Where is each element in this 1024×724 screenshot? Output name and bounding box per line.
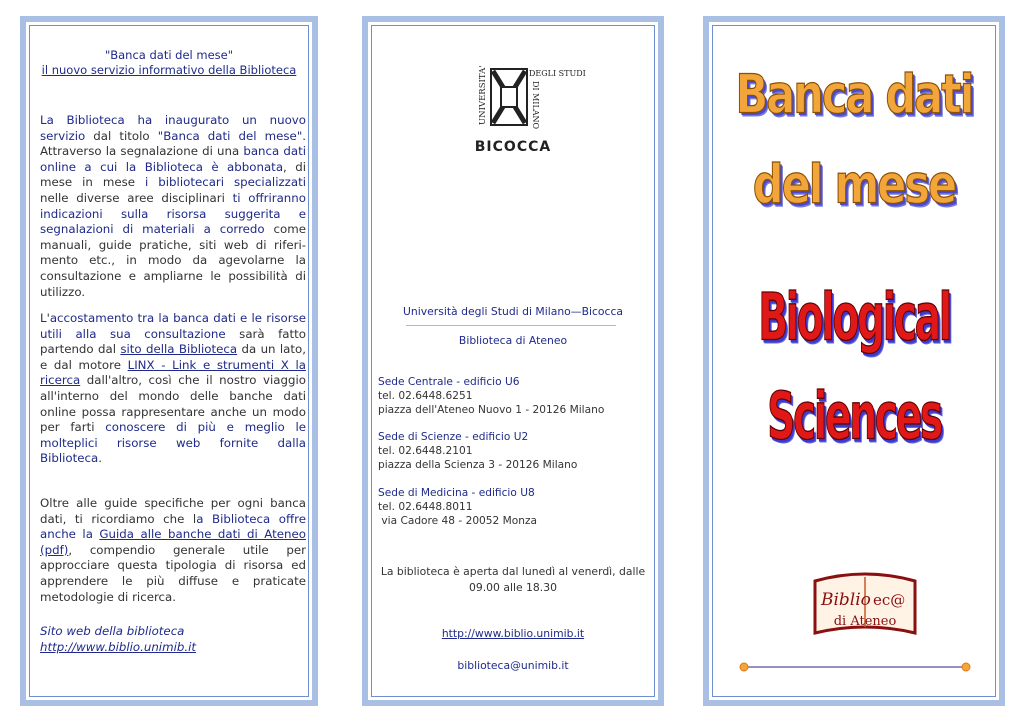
body-text: , compendio generale utile per approcciare questa tipologia di risorsa ed apprendere le più diffuse e praticate metodologie di ricerca. [40,542,306,604]
highlighted-text: "Banca dati del mese" [157,128,303,143]
highlighted-text: banca dati online a cui la Biblioteca è abbonata [40,144,306,174]
sede-tel: tel. 02.6448.2101 [378,445,473,457]
intro-paragraph [40,113,306,300]
body-text: come manuali, guide pratiche, siti web di riferimento etc., in modo da agevolarne la consultazione e ampliarne le possibilità di utilizzo. [40,222,306,299]
website-link[interactable]: http://www.biblio.unimib.it [441,627,585,640]
inline-link[interactable]: sito della Biblioteca [120,342,238,357]
body-text: . [98,451,102,466]
body-text: L' [40,311,50,325]
highlighted-text: La Biblioteca ha inaugurato un nuovo servizio [40,113,306,143]
resources-paragraph [40,311,306,467]
sede-title: Sede di Medicina - edificio U8 [378,487,535,499]
sede-address: via Cadore 48 - 20052 Monza [378,515,538,527]
sede-address: piazza della Scienza 3 - 20126 Milano [378,459,578,471]
subject-line2: Sciences [767,379,941,455]
divider [406,325,616,326]
header-subtitle: il nuovo servizio informativo della Biblioteca [41,63,297,77]
body-text: da un lato, e dal motore [40,342,306,372]
sede-address: piazza dell'Ateneo Nuovo 1 - 20126 Milano [378,404,605,416]
library-name: Biblioteca di Ateneo [458,334,568,347]
body-text: nelle diverse aree disciplinari [40,190,233,205]
cover-title-line2: del mese [752,153,956,217]
sede-medicina [378,486,537,528]
highlighted-text: a Biblioteca offre anche la [40,511,307,542]
panel-header [26,48,312,78]
website-link[interactable]: http://www.biblio.unimib.it [40,640,196,654]
sede-title: Sede di Scienze - edificio U2 [378,431,529,443]
logo-text-left: UNIVERSITA' [478,65,488,125]
guide-paragraph [40,496,306,605]
decorative-line [739,662,971,672]
header-title: "Banca dati del mese" [104,48,234,62]
body-text: , di mese in mese [40,159,306,190]
sede-tel: tel. 02.6448.8011 [378,501,473,513]
hours-line: 09.00 alle 18.30 [469,581,557,594]
website-label: Sito web della biblioteca [40,624,185,638]
cover-panel [703,16,1005,706]
sede-title: Sede Centrale - edificio U6 [378,376,520,388]
logo-word-ateneo: di Ateneo [833,614,897,629]
opening-hours [368,564,658,596]
university-name: Università degli Studi di Milano—Bicocca [402,305,624,318]
sede-tel: tel. 02.6448.6251 [378,390,473,402]
university-logo [471,65,586,157]
sede-centrale [378,375,604,417]
highlighted-text: i bibliotecari specializzati [145,175,306,190]
body-text: dal titolo [85,128,158,143]
logo-text-bottom: BICOCCA [474,139,552,155]
logo-text-right: DI MILANO [531,81,540,130]
highlighted-text: ti offriranno indicazioni sulla risorsa suggerita e segnalazioni di materiali a corredo [40,190,306,237]
inline-link[interactable]: Guida alle banche dati di Ateneo (pdf) [40,527,306,557]
center-panel [362,16,664,706]
website-block [40,623,196,655]
email-link[interactable]: biblioteca@unimib.it [457,659,569,672]
body-text: sarà fatto partendo dal [40,326,306,357]
logo-text-mid: DEGLI STUDI [529,69,586,78]
logo-word-ec: ec@ [873,591,906,609]
highlighted-text: conoscere di più e meglio le molteplici risorse web fornite dalla Biblioteca [40,420,306,466]
body-text: dall'altro, così che il nostro viaggio all'interno del mondo delle banche dati online possa rappresentare anche un modo per farti [40,373,306,435]
body-text: . Attraverso la segnalazione di una [40,128,306,159]
bibliotec-logo [809,571,921,643]
cover-title-line1: Banca dati [735,63,973,127]
sede-scienze [378,430,577,472]
highlighted-text: accostamento tra la banca dati e le risorse utili alla sua consultazione [40,311,306,341]
hours-line: La biblioteca è aperta dal lunedì al venerdì, dalle [380,565,646,578]
subject-line1: Biological [758,280,950,356]
left-panel [20,16,318,706]
logo-word-biblio: Biblio [821,590,871,610]
body-text: Oltre alle guide specifiche per ogni banca dati, ti ricordiamo che l [40,496,306,526]
inline-link[interactable]: LINX - Link e strumenti X la ricerca [40,357,306,388]
